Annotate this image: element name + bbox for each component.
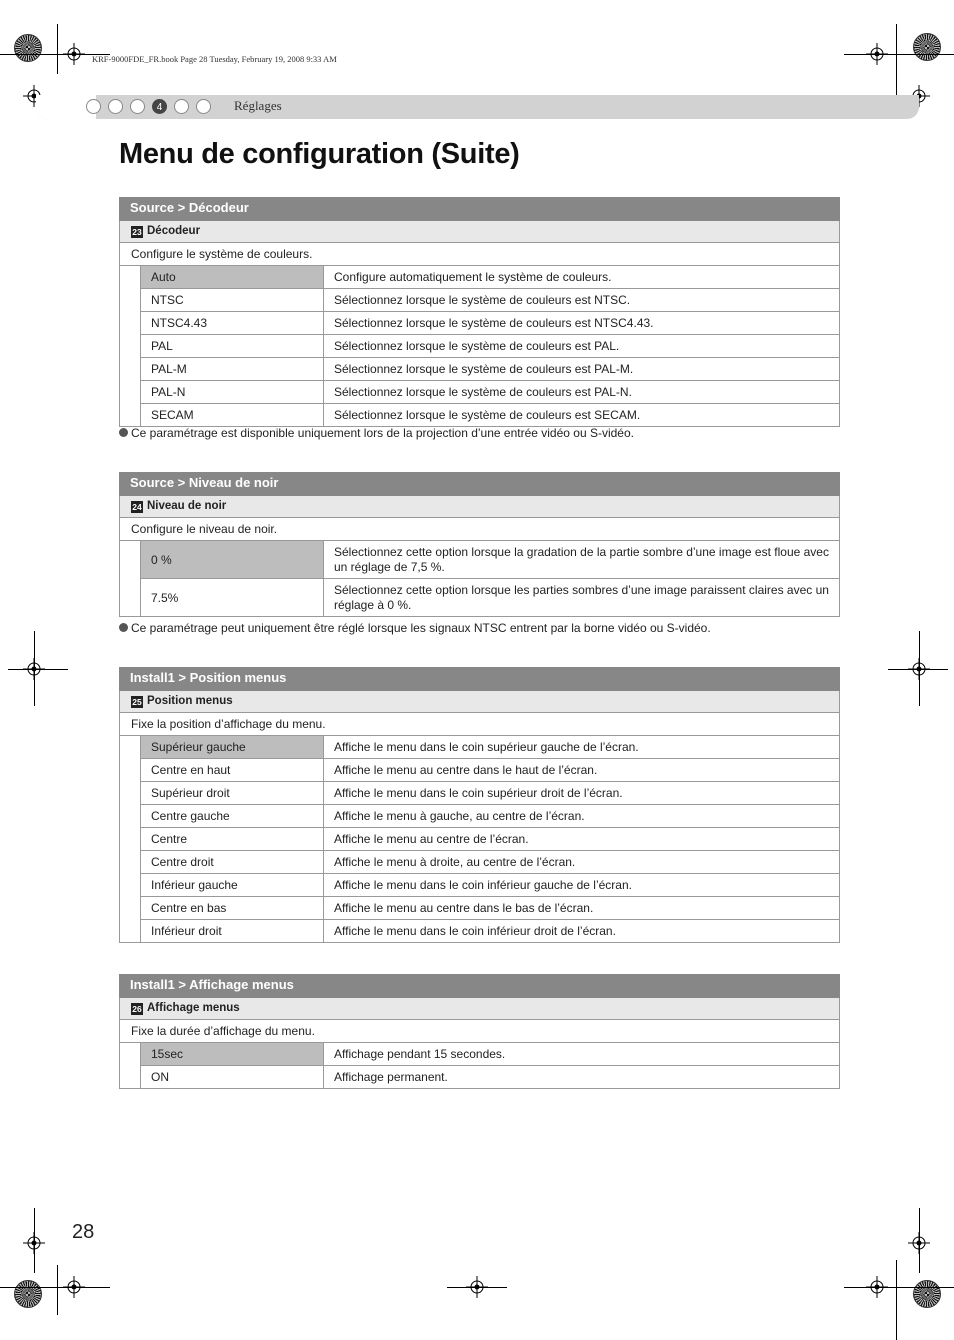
option-row [140,579,839,616]
option-name: NTSC [141,289,324,311]
option-row [140,381,839,404]
item-description: Configure le système de couleurs. [119,243,840,266]
bullet-icon [119,623,128,632]
chapter-dot-icon [130,99,145,114]
option-desc: Affiche le menu à droite, au centre de l’écran. [334,854,576,869]
chapter-indicator [86,99,211,114]
option-name: Supérieur gauche [141,736,324,758]
option-desc: Sélectionnez lorsque le système de couleurs est NTSC. [334,292,631,307]
option-name: Centre droit [141,851,324,873]
note [119,426,634,440]
section-heading: Source > Niveau de noir [119,472,840,496]
option-desc: Sélectionnez lorsque le système de couleurs est PAL. [334,338,620,353]
color-rosette-icon [913,1280,941,1308]
item-name: Affichage menus [147,1002,240,1014]
option-name: Centre gauche [141,805,324,827]
option-row [140,897,839,920]
section-heading: Source > Décodeur [119,197,840,221]
option-row [140,1066,839,1088]
option-desc: Affichage permanent. [334,1069,448,1084]
option-row [140,759,839,782]
section-affichage-menus [119,974,840,1089]
option-name: Centre en haut [141,759,324,781]
chapter-dot-icon [174,99,189,114]
option-row [140,312,839,335]
option-row [140,805,839,828]
option-name: NTSC4.43 [141,312,324,334]
option-row [140,920,839,942]
option-name: 15sec [141,1043,324,1065]
option-desc: Affiche le menu au centre dans le haut de l’écran. [334,762,598,777]
print-info: KRF-9000FDE_FR.book Page 28 Tuesday, February 19, 2008 9:33 AM [92,54,337,64]
chapter-dot-active: 4 [152,99,167,114]
option-row [140,289,839,312]
item-name: Position menus [147,695,233,707]
chapter-dot-icon [196,99,211,114]
option-desc: Affiche le menu dans le coin inférieur droit de l’écran. [334,923,616,938]
option-row [140,828,839,851]
section-niveau-de-noir [119,472,840,617]
option-name: 0 % [141,541,324,578]
option-row [140,358,839,381]
option-name: Inférieur gauche [141,874,324,896]
option-name: Supérieur droit [141,782,324,804]
option-desc: Sélectionnez lorsque le système de couleurs est SECAM. [334,407,641,422]
section-position-menus [119,667,840,943]
options-table [119,736,840,943]
option-name: Centre en bas [141,897,324,919]
option-row [140,874,839,897]
option-name: PAL-N [141,381,324,403]
option-name: SECAM [141,404,324,426]
note-text: Ce paramétrage peut uniquement être réglé lorsque les signaux NTSC entrent par la borne vidéo ou S-vidéo. [131,621,711,635]
color-rosette-icon [14,1280,42,1308]
chapter-dot-icon [108,99,123,114]
options-table [119,266,840,427]
options-table [119,541,840,617]
item-row [119,691,840,713]
option-name: Auto [141,266,324,288]
option-desc: Sélectionnez lorsque le système de couleurs est PAL-M. [334,361,634,376]
option-desc: Affiche le menu dans le coin supérieur droit de l’écran. [334,785,623,800]
option-desc: Sélectionnez cette option lorsque la gradation de la partie sombre d’une image est floue avec un réglage de 7,5 %. [334,544,829,574]
options-table [119,1043,840,1089]
option-name: PAL [141,335,324,357]
section-heading: Install1 > Affichage menus [119,974,840,998]
option-name: Inférieur droit [141,920,324,942]
option-desc: Affiche le menu dans le coin inférieur gauche de l’écran. [334,877,632,892]
option-desc: Sélectionnez cette option lorsque les parties sombres d’une image paraissent claires avec un réglage à 0 %. [334,582,829,612]
option-row [140,266,839,289]
option-desc: Affiche le menu à gauche, au centre de l’écran. [334,808,585,823]
item-description: Fixe la durée d’affichage du menu. [119,1020,840,1043]
option-row [140,541,839,579]
item-number-badge: 23 [132,226,142,237]
option-name: Centre [141,828,324,850]
item-row [119,221,840,243]
chapter-label: Réglages [234,98,282,113]
option-desc: Affiche le menu au centre dans le bas de l’écran. [334,900,594,915]
option-row [140,335,839,358]
option-desc: Configure automatiquement le système de couleurs. [334,269,612,284]
option-desc: Sélectionnez lorsque le système de couleurs est NTSC4.43. [334,315,654,330]
section-heading: Install1 > Position menus [119,667,840,691]
item-row [119,496,840,518]
color-rosette-icon [913,33,941,61]
chapter-dot-icon [86,99,101,114]
item-number-badge: 26 [132,1003,142,1014]
page-number: 28 [72,1221,95,1243]
option-desc: Affichage pendant 15 secondes. [334,1046,506,1061]
item-name: Décodeur [147,225,201,237]
color-rosette-icon [14,34,42,62]
option-name: ON [141,1066,324,1088]
note-text: Ce paramétrage est disponible uniquement lors de la projection d’une entrée vidéo ou S-vidéo. [131,426,634,440]
bullet-icon [119,428,128,437]
option-row [140,404,839,426]
option-row [140,851,839,874]
item-name: Niveau de noir [147,500,227,512]
item-number-badge: 25 [132,696,142,707]
option-desc: Affiche le menu dans le coin supérieur gauche de l’écran. [334,739,639,754]
option-name: PAL-M [141,358,324,380]
option-desc: Affiche le menu au centre de l’écran. [334,831,529,846]
note [119,621,711,635]
option-row [140,736,839,759]
item-description: Fixe la position d’affichage du menu. [119,713,840,736]
item-row [119,998,840,1020]
option-desc: Sélectionnez lorsque le système de couleurs est PAL-N. [334,384,632,399]
option-row [140,1043,839,1066]
option-row [140,782,839,805]
item-description: Configure le niveau de noir. [119,518,840,541]
item-number-badge: 24 [132,501,142,512]
option-name: 7.5% [141,579,324,616]
section-decodeur [119,197,840,427]
page-title: Menu de configuration (Suite) [119,138,520,170]
